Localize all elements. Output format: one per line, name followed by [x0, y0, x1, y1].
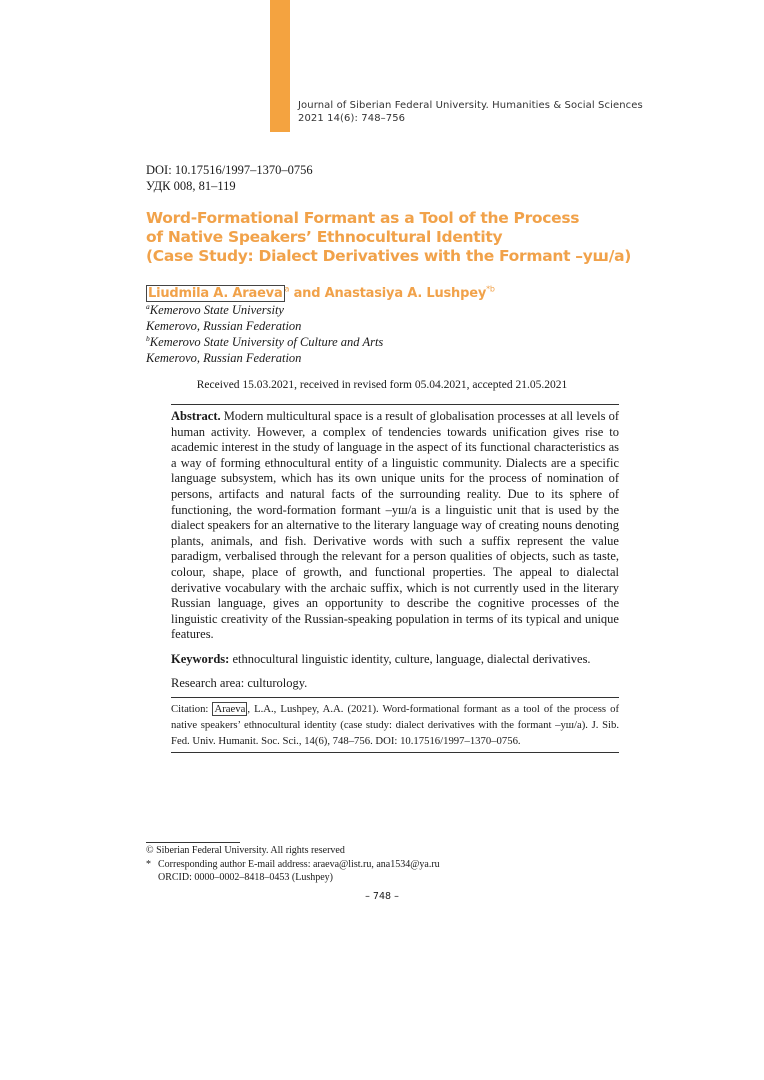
- keywords-label: Keywords:: [171, 651, 230, 666]
- author1-affil-mark: a: [284, 284, 290, 294]
- page-number: – 748 –: [365, 891, 399, 902]
- affiliation-a: $^a$Kemerovo State University: [146, 301, 284, 317]
- asterisk-mark: *: [146, 858, 151, 870]
- udk: УДК 008, 81–119: [146, 179, 236, 193]
- journal-issue: 2021 14(6): 748–756: [298, 112, 406, 124]
- title-line-3: (Case Study: Dialect Derivatives with the Formant –уш/а): [146, 247, 632, 265]
- doi[interactable]: DOI: 10.17516/1997–1370–0756: [146, 163, 313, 177]
- footnotes: [146, 844, 440, 885]
- paper-title: [146, 209, 646, 266]
- author-link-araeva[interactable]: Liudmila A. Araeva: [148, 286, 283, 301]
- citation-author-link[interactable]: Araeva: [214, 703, 246, 715]
- affiliations: [146, 302, 383, 366]
- title-line-1: Word-Formational Formant as a Tool of the Process: [146, 209, 580, 227]
- affiliation-a-place: Kemerovo, Russian Federation: [146, 319, 302, 333]
- corresponding-email[interactable]: Corresponding author E-mail address: araeva@list.ru, ana1534@ya.ru: [158, 858, 440, 870]
- journal-accent-bar: [270, 0, 290, 132]
- corresponding-note: [146, 858, 440, 872]
- affiliation-b: $^b$Kemerovo State University of Culture and Arts: [146, 333, 384, 349]
- doi-block: [146, 162, 313, 194]
- journal-header: [298, 100, 643, 125]
- author2-affil-mark: *b: [486, 284, 495, 294]
- affiliation-b-place: Kemerovo, Russian Federation: [146, 351, 302, 365]
- citation-prefix: Citation:: [171, 703, 213, 715]
- research-area: Research area: culturology.: [171, 675, 308, 690]
- title-line-2: of Native Speakers’ Ethnocultural Identity: [146, 228, 503, 246]
- abstract-label: Abstract.: [171, 409, 221, 423]
- citation-block: [171, 697, 619, 753]
- journal-name: Journal of Siberian Federal University. Humanities & Social Sciences: [298, 100, 643, 111]
- abstract-section: [171, 404, 619, 691]
- footnote-rule: [146, 842, 240, 843]
- abstract-text: Modern multicultural space is a result of globalisation processes at all levels of human activity. However, a complex of tendencies towards unification gives rise to academic interest in the study of language in the aspect of its functional characteristics as a way of forming ethnocultural entity of a linguistic community. Dialects are a specific language subsystem, which has its own unique units for the process of nomination of persons, artifacts and natural facts of the surrounding reality. Due to its sphere of functioning, the word-formation formant –уш/а is a linguistic unit that is used by the dialect speakers for an alternative to the literary language way of creating nouns denoting plants, animals, and fish. Derivative words with such a suffix represent the value paradigm, verbalised through the relevant for a person qualities of objects, such as taste, colour, shape, place of growth, and functional properties. The appeal to dialectal derivative vocabulary with the archaic suffix, which is not currently used in the literary Russian language, gives an opportunity to describe the cognitive processes of the linguistic creativity of the Russian-speaking population in terms of its typical and unique features.: [171, 409, 619, 642]
- abstract: [171, 409, 619, 643]
- received-dates: Received 15.03.2021, received in revised form 05.04.2021, accepted 21.05.2021: [196, 379, 568, 391]
- citation-text: , L.A., Lushpey, A.A. (2021). Word-formational formant as a tool of the process of native speakers’ ethnocultural identity (case study: dialect derivatives with the formant –уш/а). J. Sib. Fed. Univ. Humanit. Soc. Sci., 14(6), 748–756. DOI: 10.17516/1997–1370–0756.: [171, 703, 620, 747]
- keywords: [171, 652, 619, 668]
- copyright-note: © Siberian Federal University. All rights reserved: [146, 845, 345, 856]
- author-lushpey: and Anastasiya A. Lushpey: [289, 286, 487, 301]
- orcid-note: ORCID: 0000–0002–8418–0453 (Lushpey): [158, 872, 333, 883]
- keywords-text: ethnocultural linguistic identity, culture, language, dialectal derivatives.: [229, 651, 591, 666]
- authors-line: [146, 285, 495, 302]
